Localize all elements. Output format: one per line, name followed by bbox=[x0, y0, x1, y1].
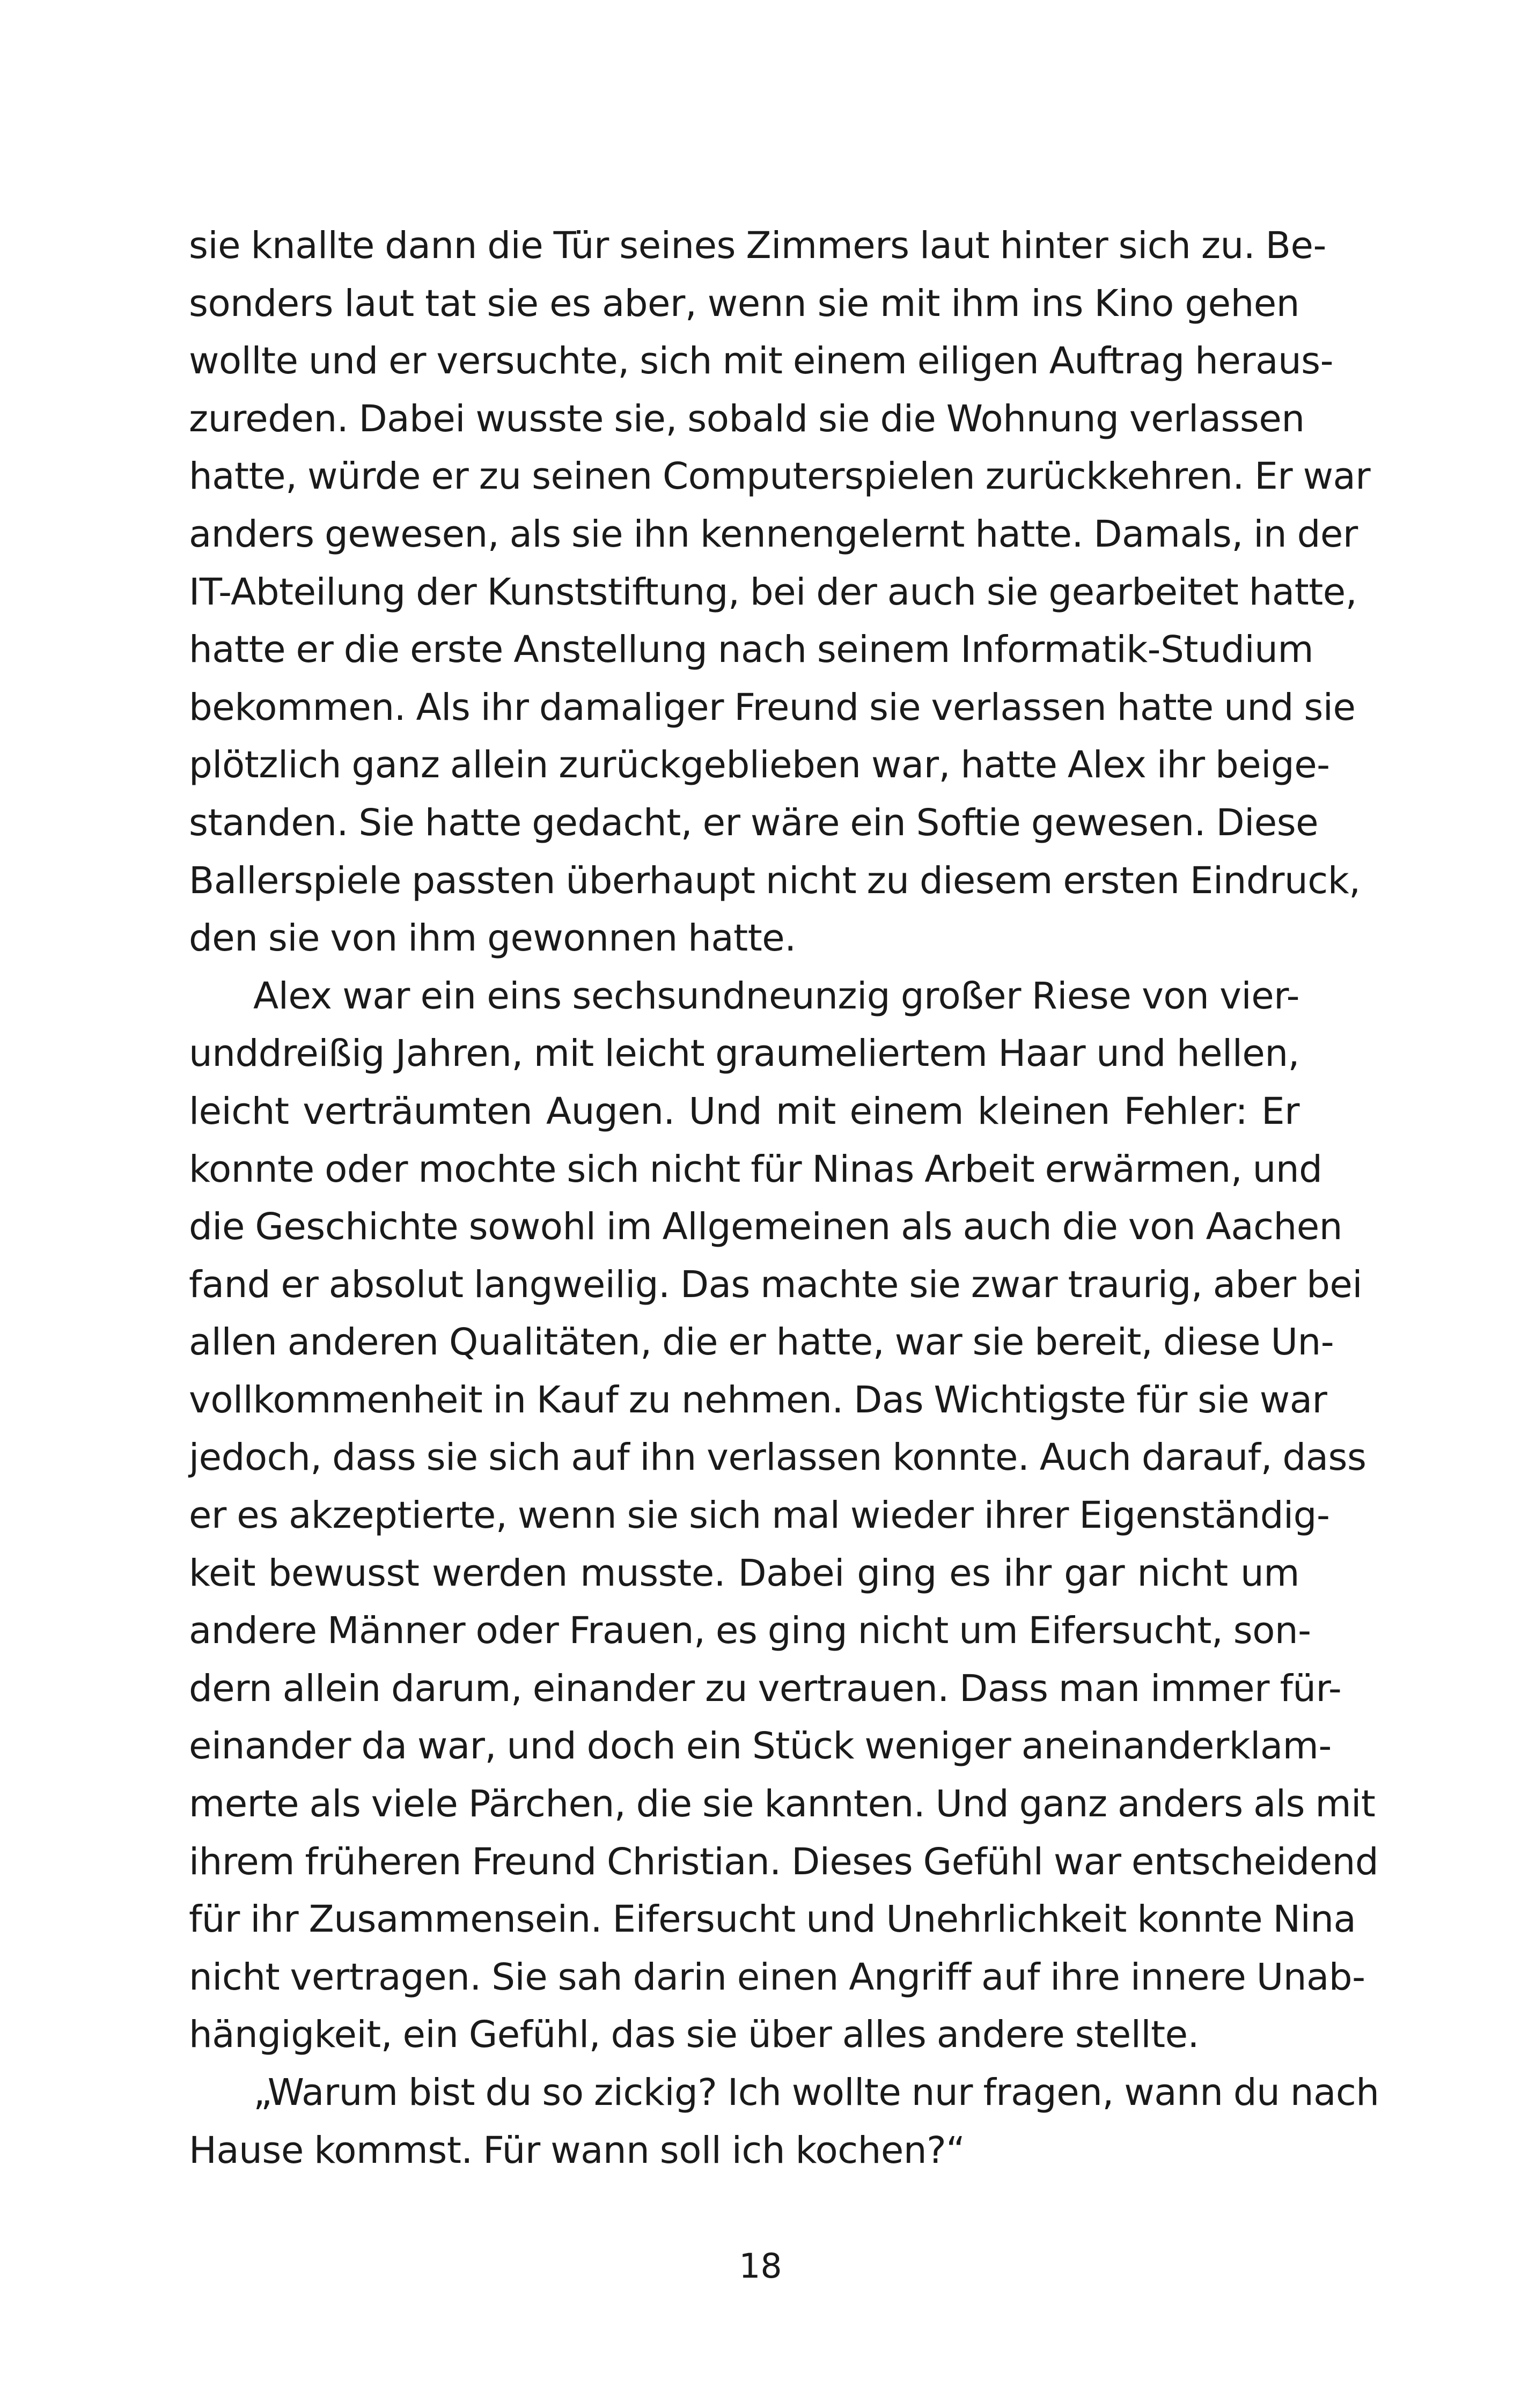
text-line: einander da war, und doch ein Stück weniger aneinanderklam- bbox=[189, 1725, 1332, 1768]
paragraph bbox=[189, 217, 1371, 968]
text-line: sonders laut tat sie es aber, wenn sie mit ihm ins Kino gehen bbox=[189, 282, 1299, 325]
text-line: den sie von ihm gewonnen hatte. bbox=[189, 917, 796, 960]
text-line: plötzlich ganz allein zurückgeblieben war, hatte Alex ihr beige- bbox=[189, 743, 1330, 787]
text-line: Hause kommst. Für wann soll ich kochen?“ bbox=[189, 2129, 965, 2172]
text-line: für ihr Zusammensein. Eifersucht und Unehrlichkeit konnte Nina bbox=[189, 1898, 1356, 1941]
text-line: wollte und er versuchte, sich mit einem eiligen Auftrag heraus- bbox=[189, 340, 1334, 383]
page-number: 18 bbox=[739, 2247, 782, 2286]
text-line: Ballerspiele passten überhaupt nicht zu diesem ersten Eindruck, bbox=[189, 859, 1361, 902]
text-line: sie knallte dann die Tür seines Zimmers laut hinter sich zu. Be- bbox=[189, 224, 1326, 267]
text-line: er es akzeptierte, wenn sie sich mal wieder ihrer Eigenständig- bbox=[189, 1494, 1330, 1537]
text-line: nicht vertragen. Sie sah darin einen Angriff auf ihre innere Unab- bbox=[189, 1955, 1365, 1999]
text-line: hatte, würde er zu seinen Computerspielen zurückkehren. Er war bbox=[189, 455, 1371, 498]
text-line: unddreißig Jahren, mit leicht graumeliertem Haar und hellen, bbox=[189, 1032, 1299, 1076]
text-line: Alex war ein eins sechsundneunzig großer Riese von vier- bbox=[253, 974, 1299, 1018]
text-line: „Warum bist du so zickig? Ich wollte nur fragen, wann du nach bbox=[253, 2071, 1379, 2114]
body-text bbox=[189, 217, 1379, 2179]
text-line: keit bewusst werden musste. Dabei ging es ihr gar nicht um bbox=[189, 1551, 1299, 1595]
text-line: IT-Abteilung der Kunststiftung, bei der auch sie gearbeitet hatte, bbox=[189, 570, 1357, 614]
text-line: die Geschichte sowohl im Allgemeinen als auch die von Aachen bbox=[189, 1205, 1342, 1249]
text-line: ihrem früheren Freund Christian. Dieses Gefühl war entscheidend bbox=[189, 1840, 1379, 1883]
text-line: anders gewesen, als sie ihn kennengelernt hatte. Damals, in der bbox=[189, 512, 1358, 556]
text-line: hatte er die erste Anstellung nach seinem Informatik-Studium bbox=[189, 628, 1314, 672]
text-line: zureden. Dabei wusste sie, sobald sie die Wohnung verlassen bbox=[189, 397, 1305, 440]
text-line: leicht verträumten Augen. Und mit einem kleinen Fehler: Er bbox=[189, 1089, 1299, 1133]
text-line: hängigkeit, ein Gefühl, das sie über alles andere stellte. bbox=[189, 2013, 1199, 2057]
paragraph bbox=[189, 968, 1379, 2064]
text-line: fand er absolut langweilig. Das machte sie zwar traurig, aber bei bbox=[189, 1263, 1363, 1306]
text-line: andere Männer oder Frauen, es ging nicht um Eifersucht, son- bbox=[189, 1609, 1311, 1653]
text-line: dern allein darum, einander zu vertrauen. Dass man immer für- bbox=[189, 1667, 1342, 1710]
text-line: vollkommenheit in Kauf zu nehmen. Das Wichtigste für sie war bbox=[189, 1378, 1327, 1422]
text-line: standen. Sie hatte gedacht, er wäre ein Softie gewesen. Diese bbox=[189, 801, 1319, 844]
text-line: konnte oder mochte sich nicht für Ninas Arbeit erwärmen, und bbox=[189, 1147, 1322, 1191]
text-line: allen anderen Qualitäten, die er hatte, war sie bereit, diese Un- bbox=[189, 1321, 1334, 1364]
text-line: bekommen. Als ihr damaliger Freund sie verlassen hatte und sie bbox=[189, 686, 1356, 729]
paragraph bbox=[189, 2064, 1379, 2179]
text-line: merte als viele Pärchen, die sie kannten. Und ganz anders als mit bbox=[189, 1783, 1376, 1826]
text-line: jedoch, dass sie sich auf ihn verlassen konnte. Auch darauf, dass bbox=[189, 1436, 1366, 1479]
